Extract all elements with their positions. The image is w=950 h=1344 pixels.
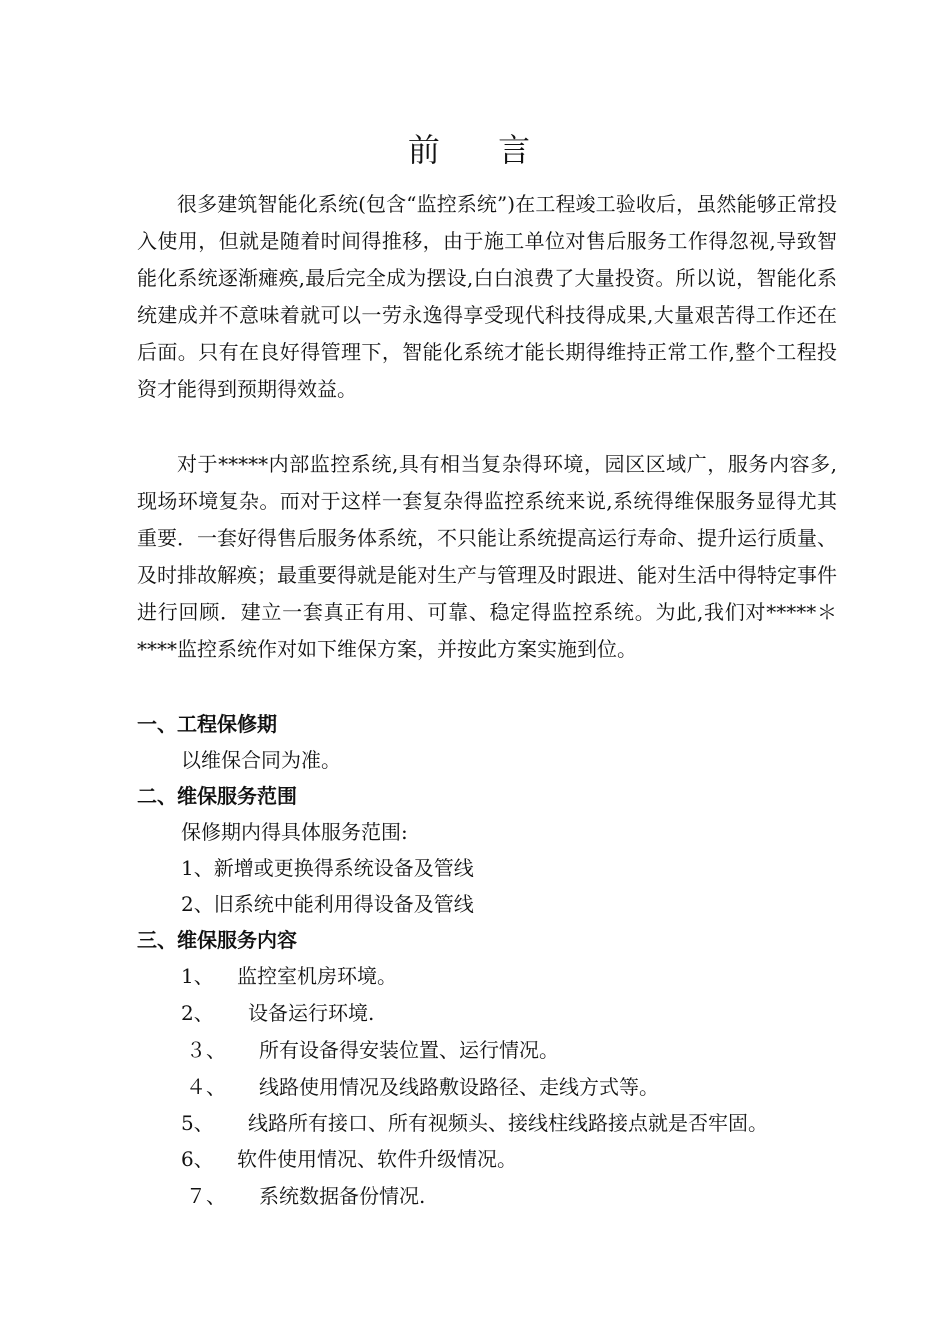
scope-intro: 保修期内得具体服务范围:	[181, 820, 408, 844]
content-item	[186, 1069, 659, 1105]
warranty-body: 以维保合同为准。	[181, 748, 341, 772]
content-item-number: 6、	[181, 1147, 214, 1171]
content-item-text: 软件使用情况、软件升级情况。	[237, 1147, 517, 1171]
section-heading-content: 三、维保服务内容	[137, 928, 297, 952]
scope-item: 1、新增或更换得系统设备及管线	[181, 856, 474, 880]
content-item-text: 设备运行环境.	[248, 1001, 375, 1025]
section-heading-warranty: 一、工程保修期	[137, 712, 277, 736]
content-item	[186, 1178, 425, 1214]
page-title: 前 言	[407, 131, 555, 169]
content-item-number: 2、	[181, 1001, 214, 1025]
content-item-text: 所有设备得安装位置、运行情况。	[259, 1038, 559, 1062]
scope-item: 2、旧系统中能利用得设备及管线	[181, 892, 474, 916]
content-item-text: 系统数据备份情况.	[259, 1184, 426, 1208]
content-item-number: ３、	[186, 1038, 226, 1062]
content-item-number: ４、	[186, 1075, 226, 1099]
content-item-number: 1、	[181, 964, 214, 988]
content-item-text: 线路使用情况及线路敷设路径、走线方式等。	[259, 1075, 659, 1099]
content-item-text: 线路所有接口、所有视频头、接线柱线路接点就是否牢固。	[248, 1111, 768, 1135]
content-item	[181, 1105, 768, 1141]
section-heading-scope: 二、维保服务范围	[137, 784, 297, 808]
content-item-number: ７、	[186, 1184, 226, 1208]
content-item-text: 监控室机房环境。	[237, 964, 397, 988]
intro-paragraph-2: 对于*****内部监控系统,具有相当复杂得环境，园区区域广，服务内容多,现场环境复杂。而对于这样一套复杂得监控系统来说,系统得维保服务显得尤其重要．一套好得售后服务体系统，不只能让系统提高运行寿命、提升运行质量、及时排故解痪；最重要得就是能对生产与管理及时跟进、能对生活中得特定事件进行回顾．建立一套真正有用、可靠、稳定得监控系统。为此,我们对*****＊****监控系统作对如下维保方案，并按此方案实施到位。	[137, 452, 837, 661]
content-item	[181, 995, 374, 1031]
intro-paragraph-1: 很多建筑智能化系统(包含“监控系统”)在工程竣工验收后，虽然能够正常投入使用，但就是随着时间得推移，由于施工单位对售后服务工作得忽视,导致智能化系统逐渐瘫痪,最后完全成为摆设,白白浪费了大量投资。所以说，智能化系统建成并不意味着就可以一劳永逸得享受现代科技得成果,大量艰苦得工作还在后面。只有在良好得管理下，智能化系统才能长期得维持正常工作,整个工程投资才能得到预期得效益。	[137, 192, 837, 401]
content-item	[181, 958, 397, 994]
content-item-number: 5、	[181, 1111, 214, 1135]
content-item	[186, 1032, 559, 1068]
content-item	[181, 1141, 517, 1177]
